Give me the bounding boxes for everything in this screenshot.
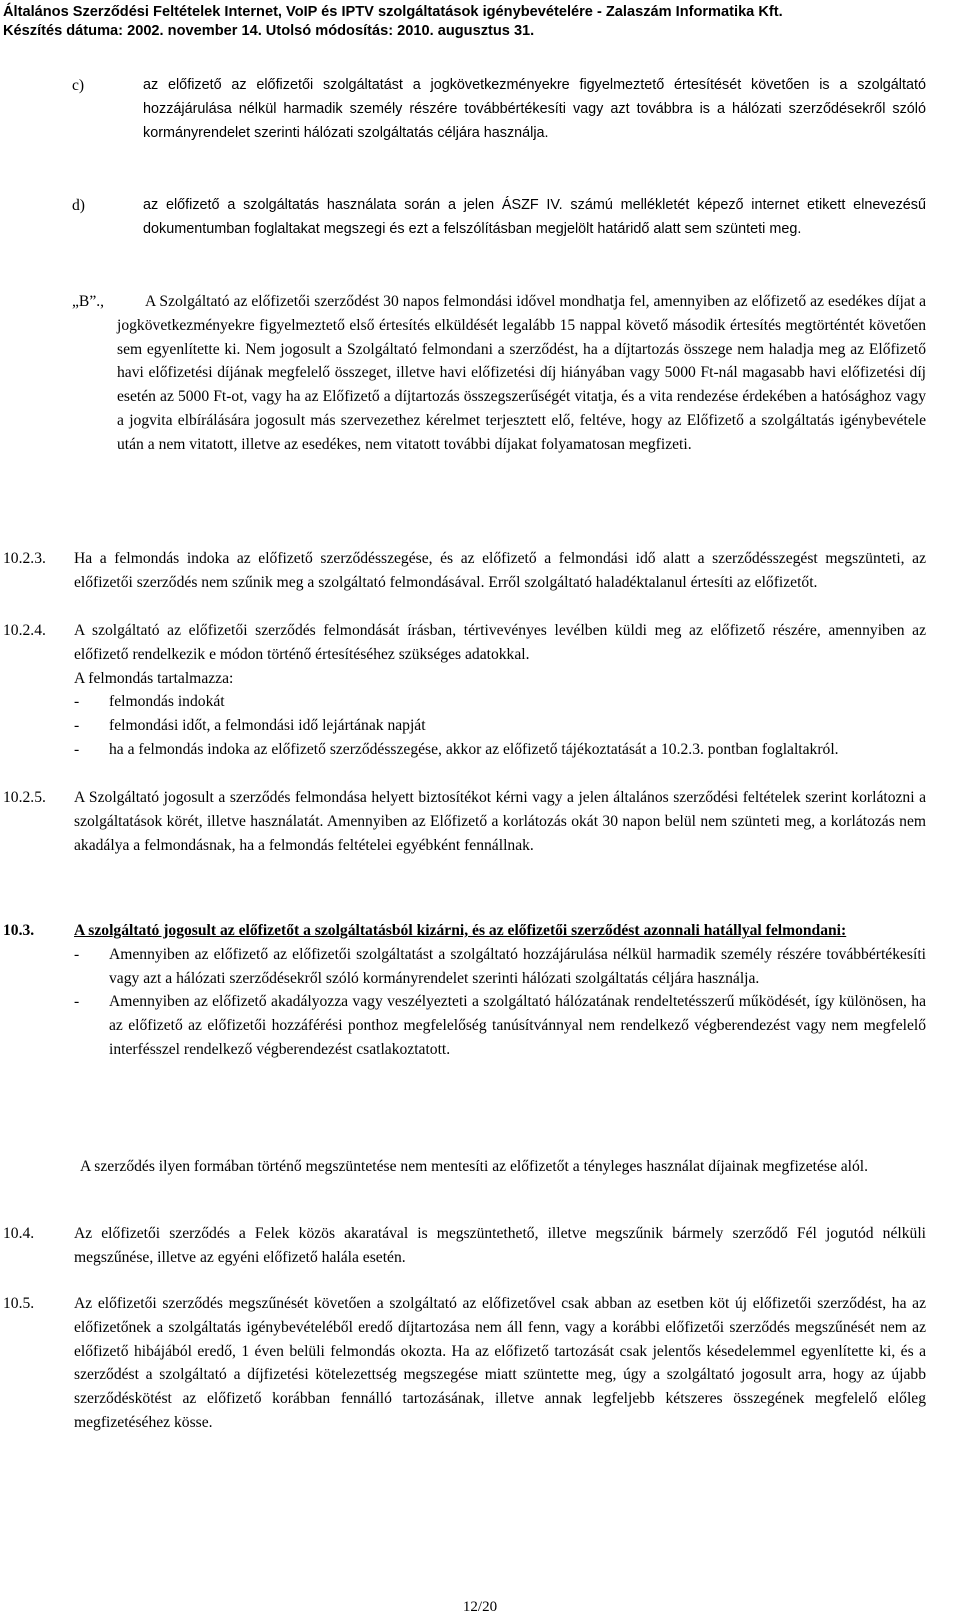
- list-item: - Amennyiben az előfizető az előfizetői szolgáltatást a szolgáltató hozzájárulása nélkül harmadik személy részére továbbértékesíti vagy azt a hálózati szerződésekről szóló kormányrendelet szerinti hálózati szolgáltatás céljára használja.: [74, 945, 926, 987]
- section-10-4-number: 10.4.: [3, 1225, 35, 1242]
- list-item: - Amennyiben az előfizető akadályozza vagy veszélyezteti a szolgáltató hálózatának rendeltetésszerű működését, így különösen, ha az előfizető az előfizetői hozzáférési ponthoz megfelelőség tanúsítvánnyal nem rendelkező végberendezést vagy nem megfelelő interfésszel rendelkező végberendezést csatlakoztatott.: [74, 993, 926, 1058]
- list-item: - felmondás indokát: [74, 693, 225, 711]
- list-item: - felmondási időt, a felmondási idő lejártának napját: [74, 717, 426, 735]
- section-10-5-number: 10.5.: [3, 1295, 35, 1312]
- page-number: 12/20: [462, 1599, 498, 1615]
- section-10-3-note: A szerződés ilyen formában történő megszüntetése nem mentesíti az előfizetőt a tényleges használat díjainak megfizetése alól.: [80, 1158, 869, 1175]
- item-b-label: „B”.,: [72, 293, 105, 310]
- section-10-2-3-text: Ha a felmondás indoka az előfizető szerződésszegése, és az előfizető a felmondási idő alatt a szerződésszegést megszünteti, az előfizetői szerződés nem szűnik meg a szolgáltató felmondásával. Erről szolgáltató haladéktalanul értesíti az előfizetőt.: [74, 550, 926, 591]
- item-c-text: az előfizető az előfizetői szolgáltatást a jogkövetkezményekre figyelmeztető értesítését követően is a szolgáltató hozzájárulása nélkül harmadik személy részére továbbértékesíti vagy azt továbbra is a hálózati szerződésekről szóló kormányrendelet szerinti hálózati szolgáltatás céljára használja.: [143, 77, 926, 141]
- section-10-5-text: Az előfizetői szerződés megszűnését követően a szolgáltató az előfizetővel csak abban az esetben köt új előfizetői szerződést, ha az előfizetőnek a szolgáltatás igénybevételéből eredő díjtartozása nem áll fenn, vagy a korábbi előfizetői szerződés megszűnését nem az előfizető hibájából eredő, 1 éven belüli felmondás okozta. Ha az előfizető tartozását csak jelentős késedelemmel egyenlítette ki, és a szerződést a szolgáltató a díjfizetési kötelezettség megszegése miatt szüntette meg, úgy a szolgáltató jogosult arra, hogy az újabb szerződéskötést az előfizető korábban fennálló tartozásának, illetve annak legfeljebb kétszeres összegének megfelelő előleg megfizetéséhez kösse.: [74, 1295, 926, 1431]
- section-10-2-5-number: 10.2.5.: [3, 789, 46, 806]
- section-10-3-heading: A szolgáltató jogosult az előfizetőt a szolgáltatásból kizárni, és az előfizetői szerződést azonnali hatállyal felmondani:: [74, 922, 847, 939]
- section-10-2-4: [74, 619, 926, 762]
- section-10-3: [74, 919, 926, 1062]
- section-10-2-4-text: A szolgáltató az előfizetői szerződés felmondását írásban, tértivevényes levélben küldi meg az előfizető részére, amennyiben az előfizető rendelkezik e módon történő értesítéséhez szükséges adatokkal.: [74, 622, 926, 663]
- document-header-dates: Készítés dátuma: 2002. november 14. Utolsó módosítás: 2010. augusztus 31.: [3, 23, 535, 39]
- section-10-2-3-number: 10.2.3.: [3, 550, 46, 567]
- section-10-2-4-number: 10.2.4.: [3, 622, 46, 639]
- item-c-label: c): [72, 77, 85, 94]
- item-d-label: d): [72, 197, 85, 214]
- section-10-2-5-text: A Szolgáltató jogosult a szerződés felmondása helyett biztosítékot kérni vagy a jelen általános szerződési feltételek szerint korlátozni a szolgáltatások körét, illetve használatát. Amennyiben az Előfizető a korlátozás okát 30 napon belül nem szünteti meg, a korlátozás nem akadálya a felmondásnak, ha a felmondás feltételei egyébként fennállnak.: [74, 789, 926, 854]
- item-d-text: az előfizető a szolgáltatás használata során a jelen ÁSZF IV. számú mellékletét képező internet etikett elnevezésű dokumentumban foglaltakat megszegi és ezt a felszólításban megjelölt határidő alatt sem szünteti meg.: [143, 197, 926, 237]
- list-item: - ha a felmondás indoka az előfizető szerződésszegése, akkor az előfizető tájékoztatását a 10.2.3. pontban foglaltakról.: [74, 740, 839, 758]
- section-10-4-text: Az előfizetői szerződés a Felek közös akaratával is megszüntethető, illetve megszűnik bármely szerződő Fél jogutód nélküli megszűnése, illetve az egyéni előfizető halála esetén.: [74, 1225, 926, 1266]
- section-10-2-4-contains: A felmondás tartalmazza:: [74, 669, 234, 687]
- section-10-3-number: 10.3.: [3, 922, 35, 939]
- document-header-title: Általános Szerződési Feltételek Internet, VoIP és IPTV szolgáltatások igénybevételére - Zalaszám Informatika Kft.: [3, 4, 783, 20]
- item-b-text: A Szolgáltató az előfizetői szerződést 30 napos felmondási idővel mondhatja fel, amennyiben az előfizető az esedékes díjat a jogkövetkezményekre figyelmeztető első értesítés elküldését legalább 15 nappal követő második értesítés megtörténtét követően sem egyenlítette ki. Nem jogosult a Szolgáltató felmondani a szerződést, ha a díjtartozás összege nem haladja meg az Előfizető havi előfizetési díjának megfelelő összeget, illetve havi előfizetési díj hiányában vagy 5000 Ft-nál magasabb havi előfizetési díj esetén az 5000 Ft-ot, vagy ha az Előfizető a díjtartozás összegszerűségét vitatja, és a vita rendezése érdekében a hatósághoz vagy a jogvita elbírálására jogosult más szervezethez kérelmet terjesztett elő, feltéve, hogy az Előfizető a szolgáltatás igénybevétele után a nem vitatott, illetve az esedékes, nem vitatott további díjakat folyamatosan megfizeti.: [117, 293, 926, 453]
